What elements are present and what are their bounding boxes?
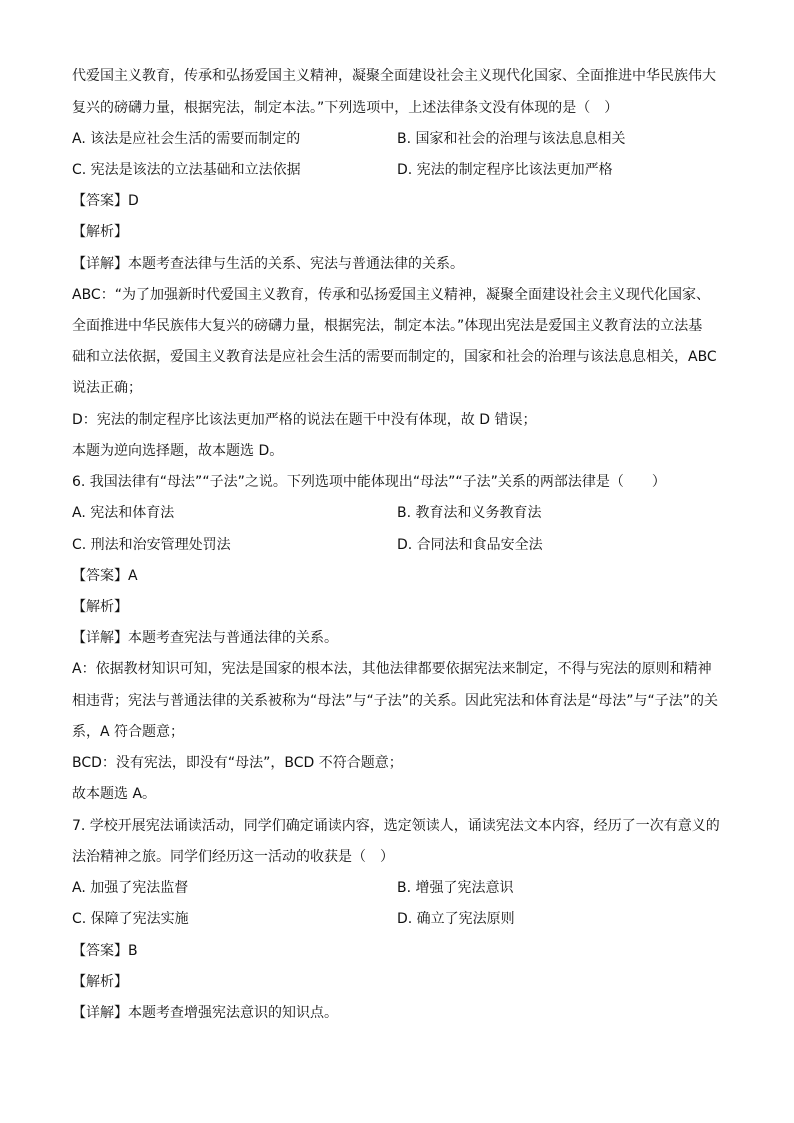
- explanation-line: 相违背；宪法与普通法律的关系被称为“母法”与“子法”的关系。因此宪法和体育法是“母法”与“子法”的关: [72, 693, 719, 709]
- analysis-label: 【解析】: [72, 599, 128, 615]
- analysis-label: 【解析】: [72, 224, 128, 240]
- option-d: D. 宪法的制定程序比该法更加严格: [397, 162, 613, 178]
- explanation-line: 故本题选 A。: [72, 786, 157, 802]
- question-6-stem: 6. 我国法律有“母法”“子法”之说。下列选项中能体现出“母法”“子法”关系的两部法律是（ ）: [72, 474, 666, 490]
- explanation-line: A：依据教材知识可知，宪法是国家的根本法，其他法律都要依据宪法来制定，不得与宪法的原则和精神: [72, 661, 712, 677]
- explanation-line: 全面推进中华民族伟大复兴的磅礴力量，根据宪法，制定本法。”体现出宪法是爱国主义教育法的立法基: [72, 318, 703, 334]
- answer-label: 【答案】B: [72, 943, 138, 959]
- text-line: 复兴的磅礴力量，根据宪法，制定本法。”下列选项中，上述法律条文没有体现的是（ ）: [72, 100, 619, 116]
- analysis-label: 【解析】: [72, 974, 128, 990]
- explanation-line: 础和立法依据，爱国主义教育法是应社会生活的需要而制定的，国家和社会的治理与该法息息相关，ABC: [72, 349, 717, 365]
- option-c: C. 保障了宪法实施: [72, 911, 189, 927]
- explanation-line: 本题为逆向选择题，故本题选 D。: [72, 443, 284, 459]
- question-7-stem: 7. 学校开展宪法诵读活动，同学们确定诵读内容，选定领读人，诵读宪法文本内容，经历了一次有意义的: [72, 818, 720, 834]
- option-b: B. 教育法和义务教育法: [397, 505, 542, 521]
- option-c: C. 宪法是该法的立法基础和立法依据: [72, 162, 301, 178]
- explanation-line: BCD：没有宪法，即没有“母法”，BCD 不符合题意；: [72, 755, 403, 771]
- explanation-line: D：宪法的制定程序比该法更加严格的说法在题干中没有体现，故 D 错误；: [72, 412, 537, 428]
- answer-label: 【答案】A: [72, 568, 138, 584]
- explanation-line: ABC：“为了加强新时代爱国主义教育，传承和弘扬爱国主义精神，凝聚全面建设社会主义现代化国家、: [72, 287, 710, 303]
- option-a: A. 加强了宪法监督: [72, 880, 189, 896]
- option-d: D. 确立了宪法原则: [397, 911, 515, 927]
- explanation-line: 说法正确；: [72, 380, 142, 396]
- option-b: B. 增强了宪法意识: [397, 880, 514, 896]
- question-7-stem: 法治精神之旅。同学们经历这一活动的收获是（ ）: [72, 849, 394, 865]
- text-line: 代爱国主义教育，传承和弘扬爱国主义精神，凝聚全面建设社会主义现代化国家、全面推进中华民族伟大: [72, 68, 716, 84]
- detail-line: 【详解】本题考查法律与生活的关系、宪法与普通法律的关系。: [72, 256, 464, 272]
- option-d: D. 合同法和食品安全法: [397, 537, 543, 553]
- detail-line: 【详解】本题考查增强宪法意识的知识点。: [72, 1005, 338, 1021]
- option-a: A. 宪法和体育法: [72, 505, 175, 521]
- option-b: B. 国家和社会的治理与该法息息相关: [397, 131, 626, 147]
- detail-line: 【详解】本题考查宪法与普通法律的关系。: [72, 630, 338, 646]
- option-a: A. 该法是应社会生活的需要而制定的: [72, 131, 301, 147]
- answer-label: 【答案】D: [72, 193, 139, 209]
- explanation-line: 系，A 符合题意；: [72, 724, 185, 740]
- option-c: C. 刑法和治安管理处罚法: [72, 537, 231, 553]
